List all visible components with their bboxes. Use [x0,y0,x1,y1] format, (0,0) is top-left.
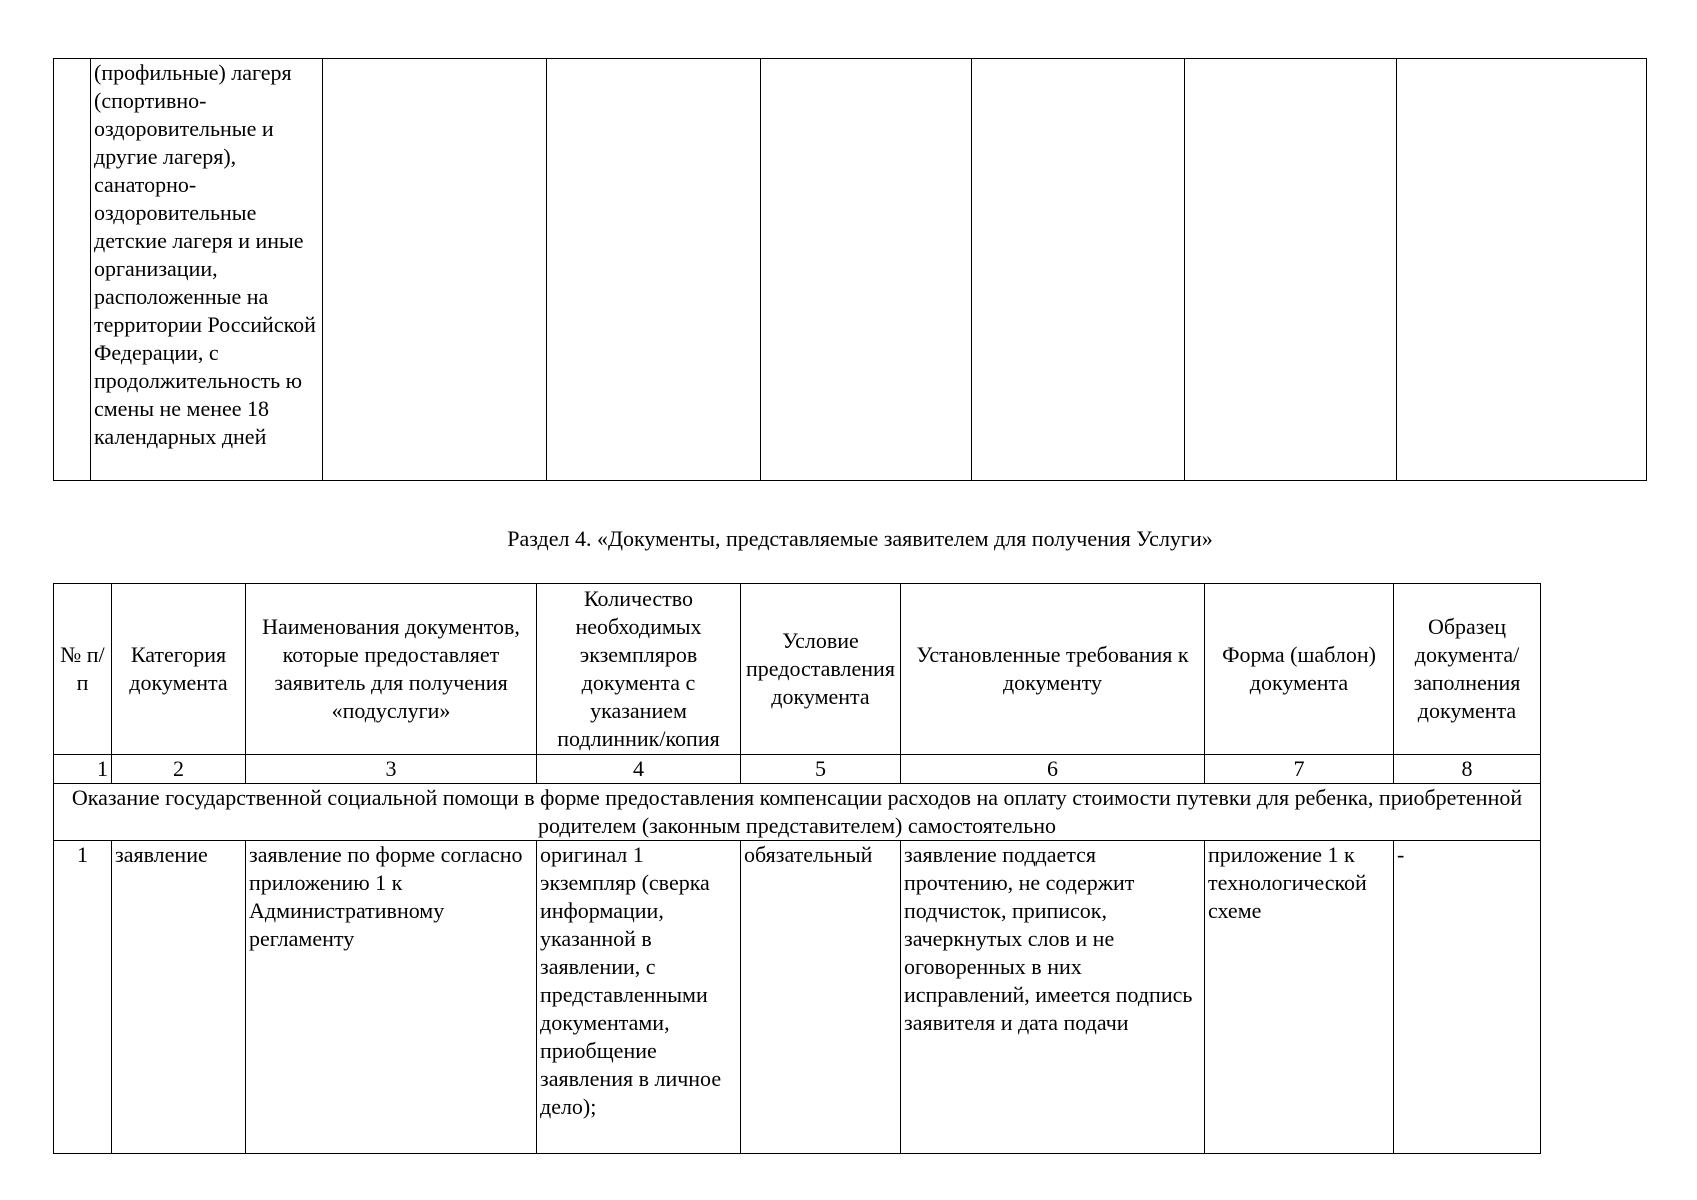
column-number: 5 [741,755,901,784]
header-number: № п/п [54,584,112,755]
column-number: 4 [537,755,741,784]
continuation-cell-empty [323,59,547,481]
row-requirements: заявление поддается прочтению, не содержит подчисток, приписок, зачеркнутых слов и не оговоренных в них исправлений, имеется подпись заявителя и дата подачи [901,841,1205,1154]
row-document-name: заявление по форме согласно приложению 1 к Административному регламенту [246,841,537,1154]
section-title: Раздел 4. «Документы, представляемые заявителем для получения Услуги» [507,526,1213,551]
continuation-table [53,58,1647,481]
group-title-row [54,784,1541,841]
continuation-cell-empty [547,59,761,481]
header-quantity: Количество необходимых экземпляров документа с указанием подлинник/копия [537,584,741,755]
row-number: 1 [54,841,112,1154]
header-form-template: Форма (шаблон) документа [1205,584,1394,755]
continuation-text: (профильные) лагеря (спортивно-оздоровительные и другие лагеря), санаторно-оздоровительные детские лагеря и иные организации, расположенные на территории Российской Федерации, с продолжительность ю смены не менее 18 календарных дней [91,59,323,481]
header-category: Категория документа [112,584,246,755]
continuation-cell-empty [1397,59,1647,481]
header-sample: Образец документа/заполнения документа [1394,584,1541,755]
continuation-cell-empty [761,59,972,481]
continuation-row [54,59,1647,481]
row-sample: - [1394,841,1541,1154]
continuation-cell-empty [972,59,1185,481]
column-number: 1 [54,755,112,784]
column-number: 2 [112,755,246,784]
header-condition: Условие предоставления документа [741,584,901,755]
row-form-template: приложение 1 к технологической схеме [1205,841,1394,1154]
continuation-cell-num [54,59,91,481]
row-quantity: оригинал 1 экземпляр (сверка информации, указанной в заявлении, с представленными документами, приобщение заявления в личное дело); [537,841,741,1154]
column-number: 8 [1394,755,1541,784]
column-number: 7 [1205,755,1394,784]
header-document-names: Наименования документов, которые предоставляет заявитель для получения «подуслуги» [246,584,537,755]
documents-table [53,583,1541,1154]
table-row [54,841,1541,1154]
continuation-cell-empty [1185,59,1397,481]
column-numbers-row [54,755,1541,784]
column-number: 3 [246,755,537,784]
group-title: Оказание государственной социальной помощи в форме предоставления компенсации расходов на оплату стоимости путевки для ребенка, приобретенной родителем (законным представителем) самостоятельно [54,784,1541,841]
row-condition: обязательный [741,841,901,1154]
row-category: заявление [112,841,246,1154]
header-requirements: Установленные требования к документу [901,584,1205,755]
column-number: 6 [901,755,1205,784]
header-row [54,584,1541,755]
